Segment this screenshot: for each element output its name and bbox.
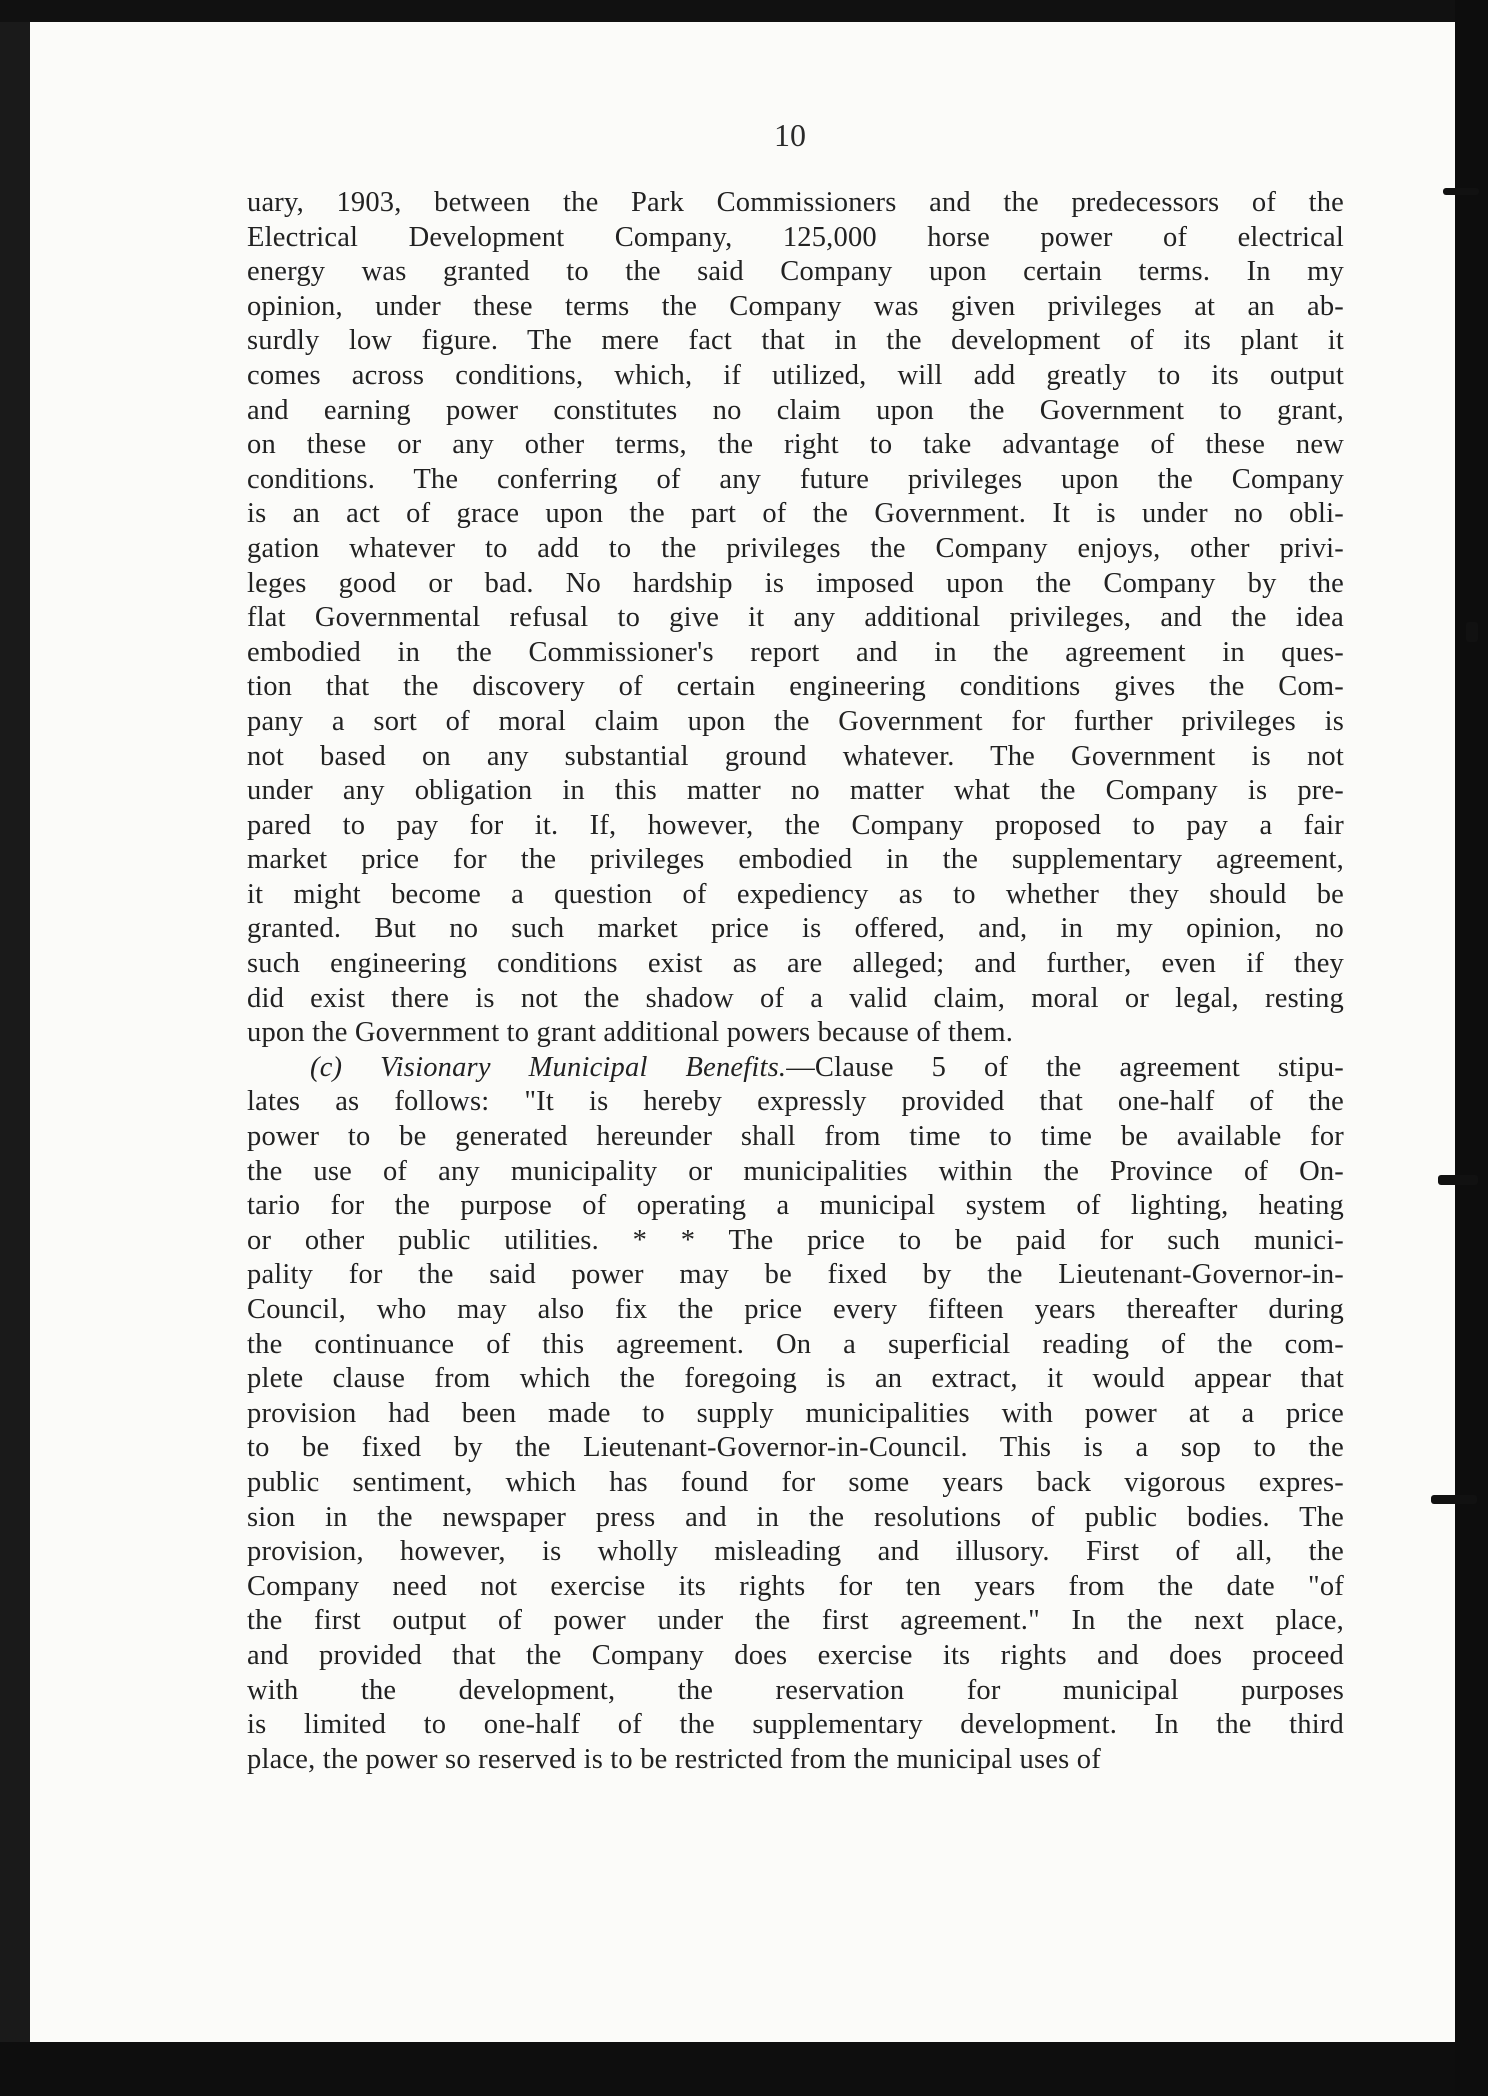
- text-line: Electrical Development Company, 125,000 horse power of electrical: [247, 221, 1344, 253]
- binding-mark: [1466, 622, 1478, 642]
- paragraph-2-first-line: [247, 1051, 1344, 1086]
- text-line: the continuance of this agreement. On a superficial reading of the com-: [247, 1328, 1344, 1360]
- text-line: Company need not exercise its rights for ten years from the date "of: [247, 1570, 1344, 1602]
- binding-mark: [1443, 188, 1479, 195]
- binding-mark: [1438, 1175, 1478, 1185]
- text-line: pany a sort of moral claim upon the Government for further privileges is: [247, 705, 1344, 737]
- text-line: upon the Government to grant additional powers because of them.: [247, 1017, 1014, 1049]
- text-line: the use of any municipality or municipalities within the Province of On-: [247, 1155, 1344, 1187]
- text-line: uary, 1903, between the Park Commissioners and the predecessors of the: [247, 187, 1344, 218]
- scan-top-border: [0, 0, 1488, 22]
- text-line: place, the power so reserved is to be restricted from the municipal uses of: [247, 1743, 1101, 1775]
- text-line: plete clause from which the foregoing is an extract, it would appear that: [247, 1363, 1344, 1395]
- text-line: gation whatever to add to the privileges the Company enjoys, other privi-: [247, 532, 1344, 564]
- text-line: surdly low figure. The mere fact that in the development of its plant it: [247, 325, 1344, 357]
- text-line: to be fixed by the Lieutenant-Governor-in-Council. This is a sop to the: [247, 1432, 1344, 1464]
- text-line: public sentiment, which has found for some years back vigorous expres-: [247, 1466, 1344, 1498]
- text-line: sion in the newspaper press and in the resolutions of public bodies. The: [247, 1501, 1344, 1533]
- text-line: under any obligation in this matter no matter what the Company is pre-: [247, 775, 1344, 807]
- text-line: and earning power constitutes no claim upon the Government to grant,: [247, 394, 1344, 426]
- text-line: did exist there is not the shadow of a valid claim, moral or legal, resting: [247, 982, 1344, 1014]
- section-heading: (c) Visionary Municipal Benefits.: [310, 1051, 787, 1083]
- text-line: such engineering conditions exist as are alleged; and further, even if they: [247, 948, 1344, 980]
- text-line: energy was granted to the said Company upon certain terms. In my: [247, 256, 1344, 288]
- text-line: or other public utilities. * * The price to be paid for such munici-: [247, 1224, 1344, 1256]
- scan-right-border: [1455, 0, 1488, 2096]
- text-line: it might become a question of expediency as to whether they should be: [247, 878, 1344, 910]
- text-line: opinion, under these terms the Company was given privileges at an ab-: [247, 290, 1344, 322]
- paragraph-2-first-line-text: —Clause 5 of the agreement stipu-: [786, 1051, 1344, 1083]
- binding-mark: [1431, 1495, 1477, 1504]
- text-line: market price for the privileges embodied in the supplementary agreement,: [247, 844, 1344, 876]
- text-line: and provided that the Company does exercise its rights and does proceed: [247, 1639, 1344, 1671]
- text-line: Council, who may also fix the price every fifteen years thereafter during: [247, 1294, 1344, 1325]
- paragraph-1: [247, 186, 1344, 1051]
- text-line: power to be generated hereunder shall from time to time be available for: [247, 1121, 1344, 1153]
- text-line: with the development, the reservation for municipal purposes: [247, 1674, 1344, 1706]
- text-line: is an act of grace upon the part of the Government. It is under no obli-: [247, 498, 1344, 530]
- page-number: 10: [774, 117, 806, 153]
- text-line: is limited to one-half of the supplementary development. In the third: [247, 1709, 1344, 1741]
- text-line: the first output of power under the first agreement." In the next place,: [247, 1605, 1344, 1637]
- scan-bottom-border: [0, 2042, 1488, 2096]
- text-line: conditions. The conferring of any future privileges upon the Company: [247, 463, 1344, 495]
- text-line: lates as follows: "It is hereby expressly provided that one-half of the: [247, 1086, 1344, 1118]
- text-line: embodied in the Commissioner's report and in the agreement in ques-: [247, 636, 1344, 668]
- text-line: leges good or bad. No hardship is imposed upon the Company by the: [247, 567, 1344, 599]
- paragraph-2: [247, 1085, 1344, 1777]
- text-line: provision, however, is wholly misleading and illusory. First of all, the: [247, 1536, 1344, 1568]
- text-line: comes across conditions, which, if utilized, will add greatly to its output: [247, 359, 1344, 391]
- text-line: provision had been made to supply municipalities with power at a price: [247, 1397, 1344, 1429]
- body-text: [247, 186, 1344, 1777]
- text-line: on these or any other terms, the right to take advantage of these new: [247, 429, 1344, 461]
- text-line: pality for the said power may be fixed by the Lieutenant-Governor-in-: [247, 1259, 1344, 1291]
- text-line: flat Governmental refusal to give it any additional privileges, and the idea: [247, 602, 1344, 634]
- text-line: tario for the purpose of operating a municipal system of lighting, heating: [247, 1190, 1344, 1222]
- text-line: granted. But no such market price is offered, and, in my opinion, no: [247, 913, 1344, 945]
- text-line: not based on any substantial ground whatever. The Government is not: [247, 740, 1344, 772]
- text-line: pared to pay for it. If, however, the Company proposed to pay a fair: [247, 809, 1344, 841]
- text-line: tion that the discovery of certain engineering conditions gives the Com-: [247, 671, 1344, 703]
